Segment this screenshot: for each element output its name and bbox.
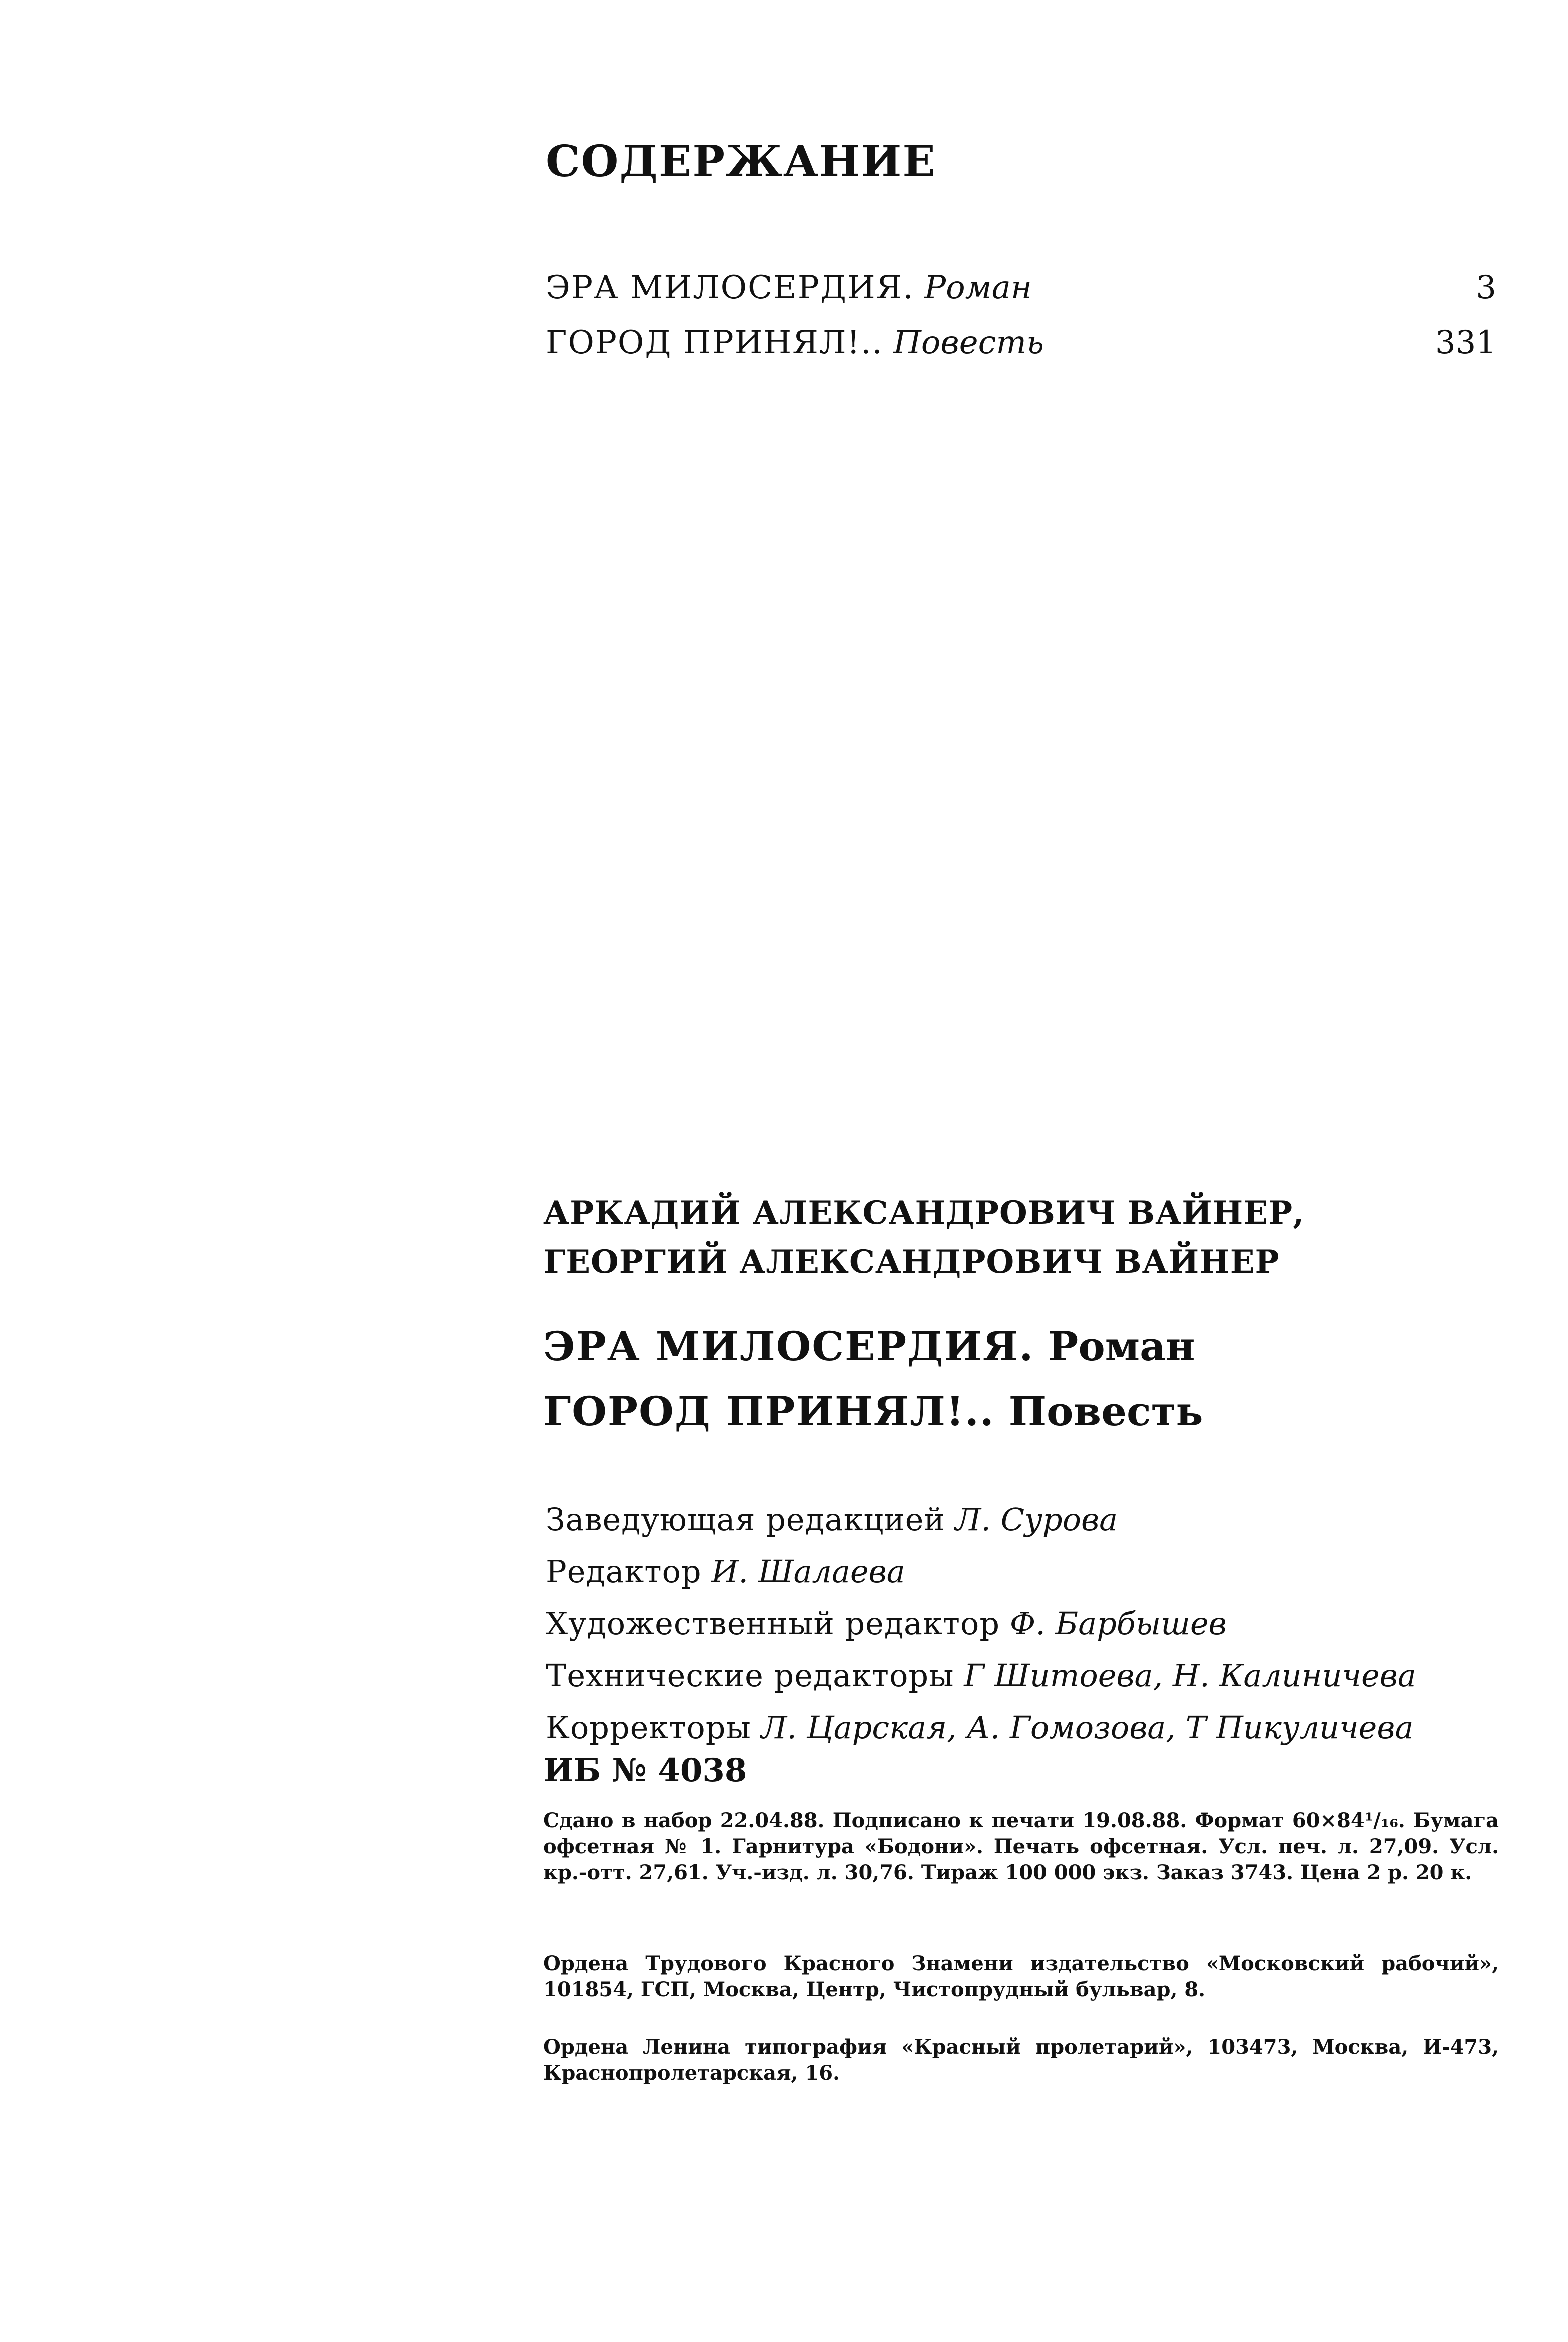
work-genre: Повесть: [1008, 1388, 1203, 1435]
credit-person: Л. Царская, А. Гомозова, Т Пикуличева: [761, 1709, 1414, 1746]
author-name: ГЕОРГИЙ АЛЕКСАНДРОВИЧ ВАЙНЕР: [543, 1243, 1280, 1281]
credit-role: Заведующая редакцией: [546, 1501, 945, 1538]
credit-person: Л. Сурова: [955, 1501, 1118, 1538]
credit-person: Ф. Барбышев: [1009, 1605, 1227, 1642]
credit-line: [546, 1598, 1416, 1650]
toc-entry-text: [546, 269, 1032, 306]
works-list: [543, 1314, 1203, 1444]
credit-line: [546, 1546, 1416, 1598]
credit-line: [546, 1702, 1416, 1754]
toc-entry-page: 331: [1435, 324, 1496, 361]
work-genre: Роман: [1048, 1323, 1195, 1370]
credits: [546, 1494, 1416, 1754]
ib-number: ИБ № 4038: [543, 1751, 747, 1789]
credit-role: Редактор: [546, 1553, 702, 1590]
work-title: ГОРОД ПРИНЯЛ!..: [543, 1388, 995, 1435]
credit-line: [546, 1494, 1416, 1546]
credit-role: Корректоры: [546, 1709, 751, 1746]
publisher-info: Ордена Трудового Красного Знамени издательство «Московский рабочий», 101854, ГСП, Москва, Центр, Чистопрудный бульвар, 8.: [543, 1952, 1499, 2001]
toc-entry-title: ГОРОД ПРИНЯЛ!..: [546, 324, 883, 361]
credit-person: Г Шитоева, Н. Калиничева: [964, 1657, 1416, 1694]
authors: [543, 1189, 1304, 1287]
toc-entry-title: ЭРА МИЛОСЕРДИЯ.: [546, 269, 914, 306]
credit-role: Художественный редактор: [546, 1605, 1000, 1642]
credit-role: Технические редакторы: [546, 1657, 954, 1694]
toc-entry-text: [546, 324, 1044, 361]
toc-entry-genre: Роман: [924, 269, 1032, 306]
toc-heading: СОДЕРЖАНИЕ: [546, 136, 936, 187]
toc-entry-page: 3: [1476, 269, 1496, 306]
author-name: АРКАДИЙ АЛЕКСАНДРОВИЧ ВАЙНЕР,: [543, 1194, 1305, 1232]
credit-line: [546, 1650, 1416, 1702]
work-title-line: [543, 1379, 1203, 1444]
work-title: ЭРА МИЛОСЕРДИЯ.: [543, 1323, 1034, 1370]
publication-details: Сдано в набор 22.04.88. Подписано к печати 19.08.88. Формат 60×84¹/₁₆. Бумага офсетная № 1. Гарнитура «Бодони». Печать офсетная. Усл. печ. л. 27,09. Усл. кр.-отт. 27,61. Уч.-изд. л. 30,76. Тираж 100 000 экз. Заказ 3743. Цена 2 р. 20 к.: [543, 1809, 1499, 1884]
work-title-line: [543, 1314, 1203, 1379]
toc-entry-genre: Повесть: [893, 324, 1044, 361]
printer-info: Ордена Ленина типография «Красный пролетарий», 103473, Москва, И-473, Краснопролетарская, 16.: [543, 2035, 1499, 2085]
credit-person: И. Шалаева: [711, 1553, 905, 1590]
toc-entry: [546, 269, 1496, 314]
toc-entry: [546, 324, 1496, 369]
